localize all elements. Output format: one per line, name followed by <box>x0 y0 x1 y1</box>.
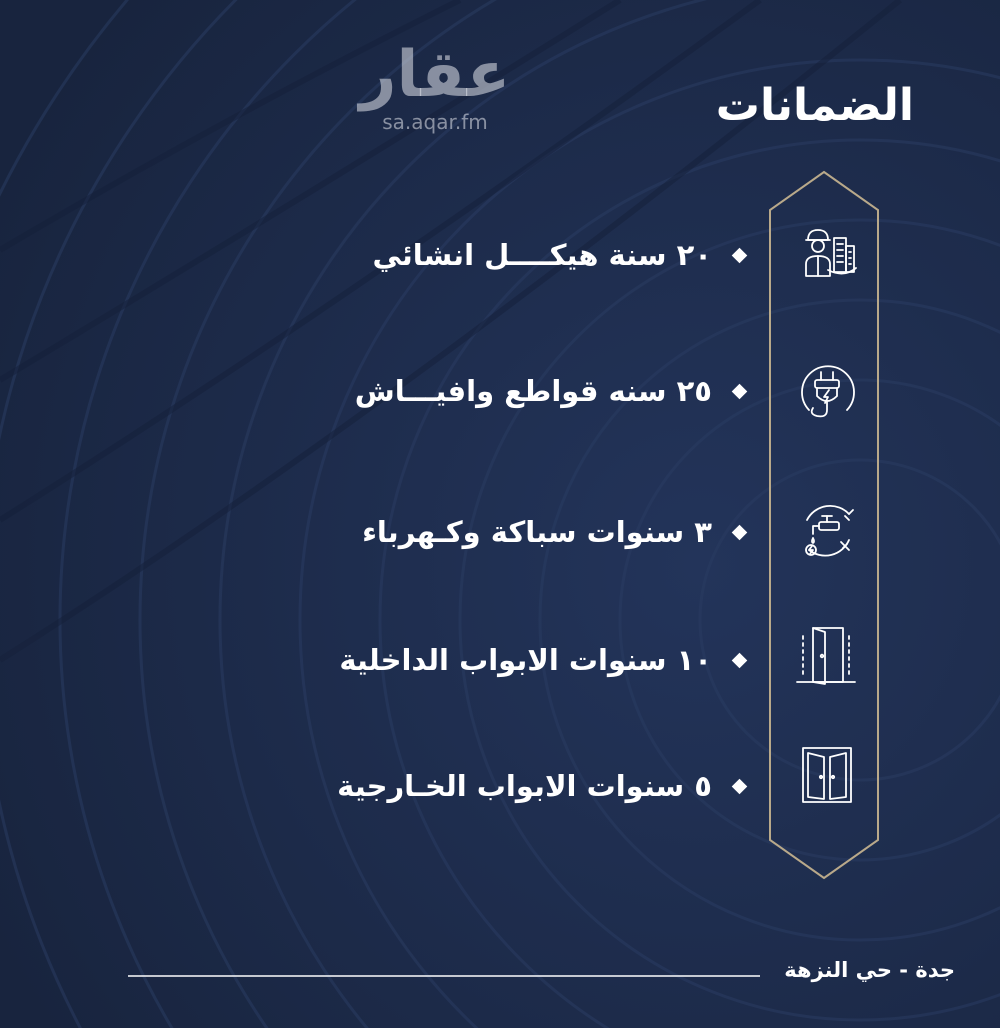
faucet-electricity-icon <box>797 500 859 562</box>
guarantee-item-interior-doors <box>339 640 745 680</box>
footer-divider <box>128 975 760 977</box>
exterior-double-door-icon <box>800 745 854 805</box>
guarantee-item-exterior-doors <box>337 766 745 806</box>
watermark-brand: عقار <box>359 38 511 112</box>
diamond-bullet-icon <box>732 524 748 540</box>
aqar-watermark-logo <box>350 40 520 140</box>
interior-door-icon <box>795 622 857 686</box>
guarantee-item-breakers <box>355 371 745 411</box>
guarantee-label: ١٠ سنوات الابواب الداخلية <box>339 643 712 677</box>
guarantee-item-structure <box>373 235 745 275</box>
guarantee-label: ٥ سنوات الابواب الخـارجية <box>337 769 712 803</box>
watermark-url: sa.aqar.fm <box>382 110 488 134</box>
footer-location: جدة - حي النزهة <box>784 958 955 982</box>
guarantee-label: ٢٥ سنه قواطع وافيـــاش <box>354 374 712 408</box>
page-title: الضمانات <box>715 80 914 131</box>
electric-plug-icon <box>795 362 861 422</box>
diamond-bullet-icon <box>732 652 748 668</box>
diamond-bullet-icon <box>732 778 748 794</box>
diamond-bullet-icon <box>732 247 748 263</box>
construction-worker-building-icon <box>800 222 860 282</box>
guarantee-label: ٢٠ سنة هيكــــل انشائي <box>372 238 712 272</box>
guarantee-label: ٣ سنوات سباكة وكـهرباء <box>362 515 712 549</box>
guarantee-item-plumbing <box>362 512 745 552</box>
diamond-bullet-icon <box>732 383 748 399</box>
